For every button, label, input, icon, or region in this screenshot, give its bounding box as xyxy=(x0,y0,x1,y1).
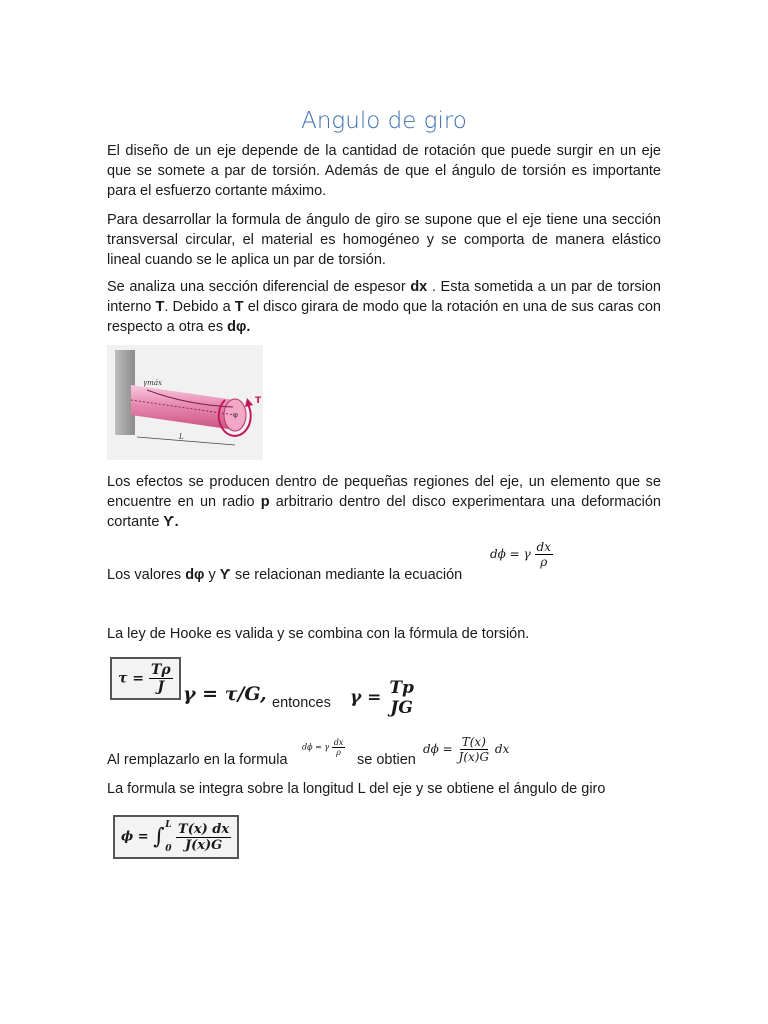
bold-p: p xyxy=(260,494,270,510)
text: . Debido a xyxy=(164,299,235,315)
paragraph-integrate: La formula se integra sobre la longitud L del eje y se obtiene el ángulo de giro xyxy=(107,781,606,797)
se-obtiene-label: se obtien xyxy=(357,752,416,768)
text: . Esta sometida a un par de torsion interno xyxy=(107,279,661,315)
text: el disco girara de modo que la rotación en una de sus caras con respecto a otra es xyxy=(107,299,661,335)
torque-label: T xyxy=(255,396,262,406)
torque-arrowhead xyxy=(245,398,253,407)
gamma-max-label: γmáx xyxy=(143,379,162,387)
text: Se analiza una sección diferencial de espesor xyxy=(107,279,411,295)
text: Los valores xyxy=(107,567,186,583)
equation-angle-of-twist xyxy=(113,815,239,859)
fraction xyxy=(332,738,346,757)
text: arbitrario dentro del disco experimentara una deformación cortante xyxy=(107,494,661,530)
bold-T: T xyxy=(155,299,165,315)
paragraph-intro: El diseño de un eje depende de la cantidad de rotación que puede surgir en un eje que se somete a par de torsión. Además de que el ángulo de torsión es importante para el esfuerzo cortante máximo. xyxy=(107,143,661,199)
equation-lhs: τ = xyxy=(118,670,149,687)
entonces-label: entonces xyxy=(272,695,331,711)
equation-dphi xyxy=(490,540,553,569)
denominator: J(x)G xyxy=(458,750,490,764)
lower-limit: 0 xyxy=(165,844,172,854)
equation-dphi-small xyxy=(302,738,345,757)
bold-dphi: dφ xyxy=(185,567,205,583)
numerator: dx xyxy=(536,540,551,554)
numerator: Tρ xyxy=(150,662,171,678)
bold-T: T xyxy=(234,299,244,315)
length-dimension xyxy=(137,437,235,445)
text: Los efectos se producen dentro de pequeñas regiones del eje, un elemento que se encuentre en un radio xyxy=(107,474,661,510)
equation-lhs: dϕ = xyxy=(423,742,457,756)
text: Al remplazarlo en la formula xyxy=(107,752,288,768)
fraction xyxy=(387,678,416,718)
numerator: T(x) dx xyxy=(178,821,230,837)
numerator: dx xyxy=(333,738,344,747)
upper-limit: L xyxy=(165,820,172,830)
phi-label: φ xyxy=(233,411,238,419)
paragraph-assumptions: Para desarrollar la formula de ángulo de giro se supone que el eje tiene una sección transversal circular, el material es homogéneo y se comporta de manera elástico lineal cuando se le aplica un par de torsión. xyxy=(107,212,661,268)
denominator: J(x)G xyxy=(184,837,223,853)
fraction xyxy=(457,735,492,764)
equation-gamma xyxy=(350,678,416,718)
equation-rhs: dx xyxy=(494,742,510,756)
integral-limits xyxy=(165,820,171,854)
shaft-illustration xyxy=(107,345,263,460)
bold-dphi: dφ. xyxy=(227,319,251,335)
paragraph-hooke: La ley de Hooke es valida y se combina con la fórmula de torsión. xyxy=(107,626,530,642)
equation-hooke: γ = τ/G, xyxy=(183,683,267,705)
numerator: T(x) xyxy=(461,735,486,749)
length-label: L xyxy=(179,433,184,441)
denominator: ρ xyxy=(336,748,341,757)
paragraph-differential xyxy=(107,277,661,337)
bold-gamma: Ƴ. xyxy=(163,514,179,530)
paragraph-effects xyxy=(107,472,661,532)
fraction xyxy=(176,822,231,853)
shaft-figure xyxy=(107,345,263,460)
text: y xyxy=(204,567,220,583)
equation-lhs: dϕ = γ xyxy=(490,547,531,561)
paragraph-relation xyxy=(107,567,462,583)
equation-lhs: γ = xyxy=(350,687,382,708)
equation-torsion-formula xyxy=(110,657,181,700)
bold-gamma: Ƴ xyxy=(219,567,231,583)
text: se relacionan mediante la ecuación xyxy=(230,567,463,583)
equation-lhs: dϕ = γ xyxy=(302,742,330,752)
fraction xyxy=(149,662,173,695)
equation-lhs: ϕ = xyxy=(121,829,154,845)
numerator: Tp xyxy=(389,678,414,698)
denominator: JG xyxy=(390,698,413,718)
fraction xyxy=(535,540,553,569)
equation-dphi-result xyxy=(423,735,509,764)
page-title: Angulo de giro xyxy=(301,108,467,134)
paragraph-replace xyxy=(107,752,288,768)
bold-dx: dx xyxy=(410,279,428,295)
denominator: ρ xyxy=(540,555,548,569)
denominator: J xyxy=(157,679,165,695)
integral-sign: ∫ xyxy=(153,824,165,850)
